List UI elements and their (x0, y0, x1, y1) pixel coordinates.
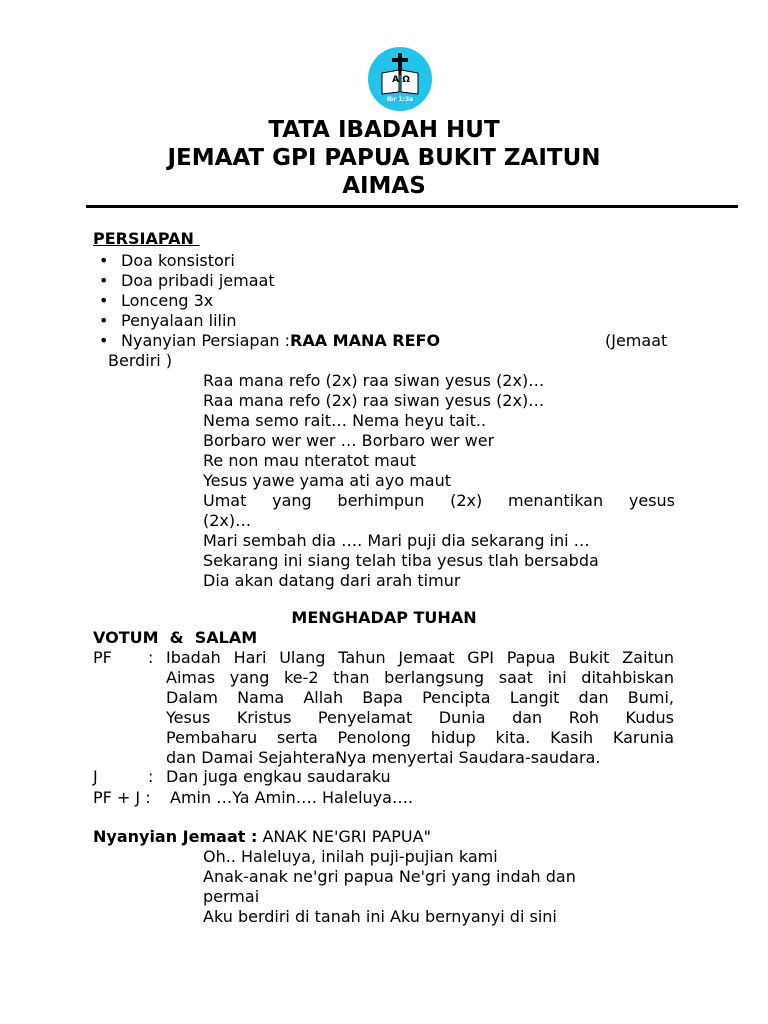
list-item-text: Doa konsistori (121, 251, 235, 270)
song-prefix: Nyanyian Persiapan : (121, 331, 290, 350)
lyric-line: Mari sembah dia …. Mari puji dia sekarang ini … (203, 531, 590, 550)
church-logo (368, 47, 432, 111)
pf-line: dan Damai SejahteraNya menyertai Saudara-saudara. (166, 748, 601, 767)
persiapan-list (93, 251, 683, 371)
lyric-line: Re non mau nteratot maut (203, 451, 416, 470)
pf-colon: : (148, 648, 154, 667)
song-note-2: Berdiri ) (108, 351, 173, 370)
nyanyian-jemaat-lyrics (203, 847, 675, 927)
nyanyian-jemaat-title: ANAK NE'GRI PAPUA" (262, 827, 431, 846)
lyric-line: Sekarang ini siang telah tiba yesus tlah bersabda (203, 551, 599, 570)
j-colon: : (148, 767, 154, 786)
bullet-icon: • (99, 251, 109, 270)
lyric-line: (2x)… (203, 511, 252, 530)
menghadap-heading: MENGHADAP TUHAN (291, 608, 477, 627)
title-line-2: JEMAAT GPI PAPUA BUKIT ZAITUN (167, 145, 601, 171)
list-item (93, 311, 683, 331)
j-label: J (93, 767, 98, 786)
lyric-line: Umat yang berhimpun (2x) menantikan yesus (203, 491, 675, 510)
bullet-icon: • (99, 291, 109, 310)
lyric-line: Aku berdiri di tanah ini Aku bernyanyi di sini (203, 907, 557, 926)
title-line-3: AIMAS (342, 173, 426, 199)
list-item-song (93, 331, 683, 371)
nyanyian-jemaat-row (93, 827, 431, 847)
list-item-text: Penyalaan lilin (121, 311, 237, 330)
lyric-line: Raa mana refo (2x) raa siwan yesus (2x)… (203, 371, 545, 390)
lyric-line: Dia akan datang dari arah timur (203, 571, 461, 590)
j-text: Dan juga engkau saudaraku (166, 767, 391, 786)
persiapan-lyrics (203, 371, 675, 591)
list-item (93, 251, 683, 271)
votum-heading: VOTUM & SALAM (93, 628, 258, 647)
bullet-icon: • (99, 331, 109, 350)
pf-line: Dalam Nama Allah Bapa Pencipta Langit dan Bumi, (166, 688, 674, 707)
pfj-label: PF + J : (93, 788, 151, 807)
title-divider (86, 205, 738, 208)
lyric-line: Raa mana refo (2x) raa siwan yesus (2x)… (203, 391, 545, 410)
pf-line: Pembaharu serta Penolong hidup kita. Kasih Karunia (166, 728, 674, 747)
lyric-line: Yesus yawe yama ati ayo maut (203, 471, 451, 490)
song-title: RAA MANA REFO (290, 331, 441, 350)
lyric-line: Anak-anak ne'gri papua Ne'gri yang indah dan (203, 867, 576, 886)
lyric-line: Oh.. Haleluya, inilah puji-pujian kami (203, 847, 498, 866)
bullet-icon: • (99, 311, 109, 330)
pf-line: Aimas yang ke-2 than berlangsung saat ini ditahbiskan (166, 668, 674, 687)
pf-line: Ibadah Hari Ulang Tahun Jemaat GPI Papua Bukit Zaitun (166, 648, 674, 667)
lyric-line: permai (203, 887, 260, 906)
logo-letters: A Ω (392, 75, 410, 85)
bullet-icon: • (99, 271, 109, 290)
song-note: (Jemaat (605, 331, 668, 350)
title-line-1: TATA IBADAH HUT (268, 117, 500, 143)
pf-label: PF (93, 648, 112, 667)
pfj-text: Amin …Ya Amin…. Haleluya…. (170, 788, 414, 807)
list-item (93, 291, 683, 311)
nyanyian-jemaat-label: Nyanyian Jemaat : (93, 827, 258, 846)
logo-caption: Ibr 1:3a (386, 96, 414, 103)
list-item-text: Doa pribadi jemaat (121, 271, 275, 290)
lyric-line: Borbaro wer wer … Borbaro wer wer (203, 431, 495, 450)
lyric-line: Nema semo rait… Nema heyu tait.. (203, 411, 487, 430)
list-item (93, 271, 683, 291)
pf-text (166, 648, 674, 768)
list-item-text: Lonceng 3x (121, 291, 214, 310)
pf-line: Yesus Kristus Penyelamat Dunia dan Roh Kudus (166, 708, 674, 727)
persiapan-heading: PERSIAPAN (93, 229, 200, 248)
